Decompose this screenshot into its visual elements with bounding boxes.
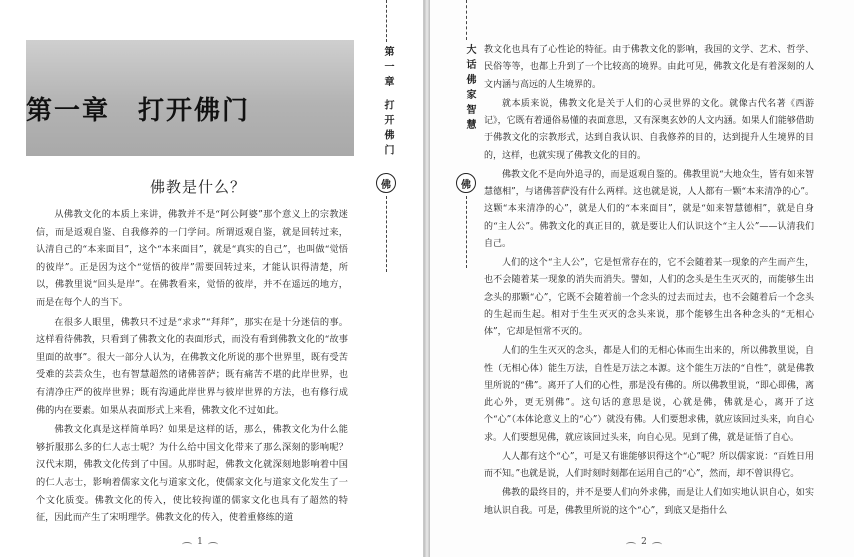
- paragraph: 就本质来说，佛教文化是关于人们的心灵世界的文化。就像古代名著《西游记》，它既有着通俗易懂的表面意思，又有深奥玄妙的人文内涵。如果人们能够借助于佛教文化的宗教形式，达到自我认识、自我修养的目的，达到提升人生境界的目的，这样，也就实现了佛教文化的目的。: [484, 98, 814, 161]
- paragraph: 在很多人眼里，佛教只不过是“求求”“拜拜”，那实在是十分迷信的事。这样看待佛教，只看到了佛教文化的表面形式，而没有看到佛教文化的“故事里面的故事”。很大一部分人认为，在佛教文化所说的那个世界里，既有受苦受难的芸芸众生，也有智慧超然的诸佛菩萨；既有痛苦不堪的此岸世界，也有清净庄严的彼岸世界；既有沟通此岸世界与彼岸世界的方法，也有修行成佛的内在要素。如果从表面形式上来看，佛教文化不过如此。: [36, 316, 348, 416]
- right-body-text: [484, 42, 814, 522]
- paragraph: 佛教文化真是这样简单吗？如果是这样的话，那么，佛教文化为什么能够折服那么多的仁人志士呢？为什么给中国文化带来了那么深刻的影响呢？汉代末期，佛教文化传到了中国。从那时起，佛教文化就深刻地影响着中国的仁人志士，影响着儒家文化与道家文化，使儒家文化与道家文化发生了一个文化质变。佛教文化的传入，使比较拘谨的儒家文化也具有了超然的特征，因此而产生了宋明理学。佛教文化的传入，使着重修练的道: [36, 424, 348, 524]
- paragraph: 从佛教文化的本质上来讲，佛教并不是“阿公阿婆”那个意义上的宗教迷信，而是返观自鉴、自我修养的一门学问。所谓返观自鉴，就是回转过来，认清自己的“本来面目”，这个“本来面目”，就是“真实的自己”，也叫做“觉悟的彼岸”。正是因为这个“觉悟的彼岸”需要回转过来，才能认识得清楚，所以，佛教里说“回头是岸”。在佛教看来，觉悟的彼岸，并不在遥远的地方，而是在每个人的当下。: [36, 209, 348, 308]
- paragraph: 人人都有这个“心”，可是又有谁能够识得这个“心”呢？所以儒家说：“百姓日用而不知。”也就是说，人们时刻时刻都在运用自己的“心”，然而，却不曾识得它。: [484, 451, 814, 479]
- buddha-emblem-icon: 佛: [376, 173, 396, 193]
- page-number: 2: [624, 534, 664, 550]
- header-dash-line: [466, 0, 467, 40]
- paragraph: 人们的这个“主人公”，它是恒常存在的，它不会随着某一现象的产生而产生，也不会随着某一现象的消失而消失。譬如，人们的念头是生生灭灭的，而能够生出念头的那颗“心”，它既不会随着前一个念头的过去而过去，也不会随着后一个念头的生起而生起。相对于生生灭灭的念头来说，那个能够生出各种念头的“无相心体”，它却是恒常不灭的。: [484, 258, 814, 337]
- buddha-emblem-icon: 佛: [456, 173, 476, 193]
- running-header-left: 第一章 打开佛门: [382, 46, 393, 160]
- running-header-right: 大话佛家智慧: [464, 44, 475, 134]
- section-title: 佛教是什么？: [150, 178, 247, 196]
- paragraph: 佛教的最终目的，并不是要人们向外求佛，而是让人们如实地认识自心，如实地认识自我。可是，佛教里所说的这个“心”，到底又是指什么: [484, 488, 814, 516]
- header-dash-line: [466, 196, 467, 268]
- page-number: 1: [180, 534, 220, 550]
- paragraph: 人们的生生灭灭的念头，都是人们的无相心体而生出来的，所以佛教里说，自性（无相心体）能生万法，自性是万法之本源。这个能生万法的“自性”，就是佛教里所说的“佛”。离开了人们的心性，那是没有佛的。所以佛教里说，“即心即佛，离此心外，更无别佛”。这句话的意思是说，心就是佛，佛就是心，离开了这个“心”（本体论意义上的“心”）就没有佛。人们要想求佛，就应该回过头来，向自心求。人们要想见佛，就应该回过头来，向自心见。见到了佛，就是证悟了自心。: [484, 346, 814, 443]
- paragraph: 教文化也具有了心性论的特征。由于佛教文化的影响，我国的文学、艺术、哲学、民俗等等，也都上升到了一个比较高的境界。由此可见，佛教文化是有着深刻的人文内涵与高远的人生境界的。: [484, 45, 814, 90]
- chapter-title: 第一章 打开佛门: [26, 96, 251, 126]
- paragraph: 佛教文化不是向外追寻的，而是返观自鉴的。佛教里说“大地众生，皆有如来智慧德相”，与诸佛菩萨没有什么两样。这也就是说，人人都有一颗“本来清净的心”。这颗“本来清净的心”，就是人们的“本来面目”，就是“如来智慧德相”，就是自身的“主人公”。佛教文化的真正目的，就是要让人们认识这个“主人公”——认清我们自己。: [484, 169, 814, 249]
